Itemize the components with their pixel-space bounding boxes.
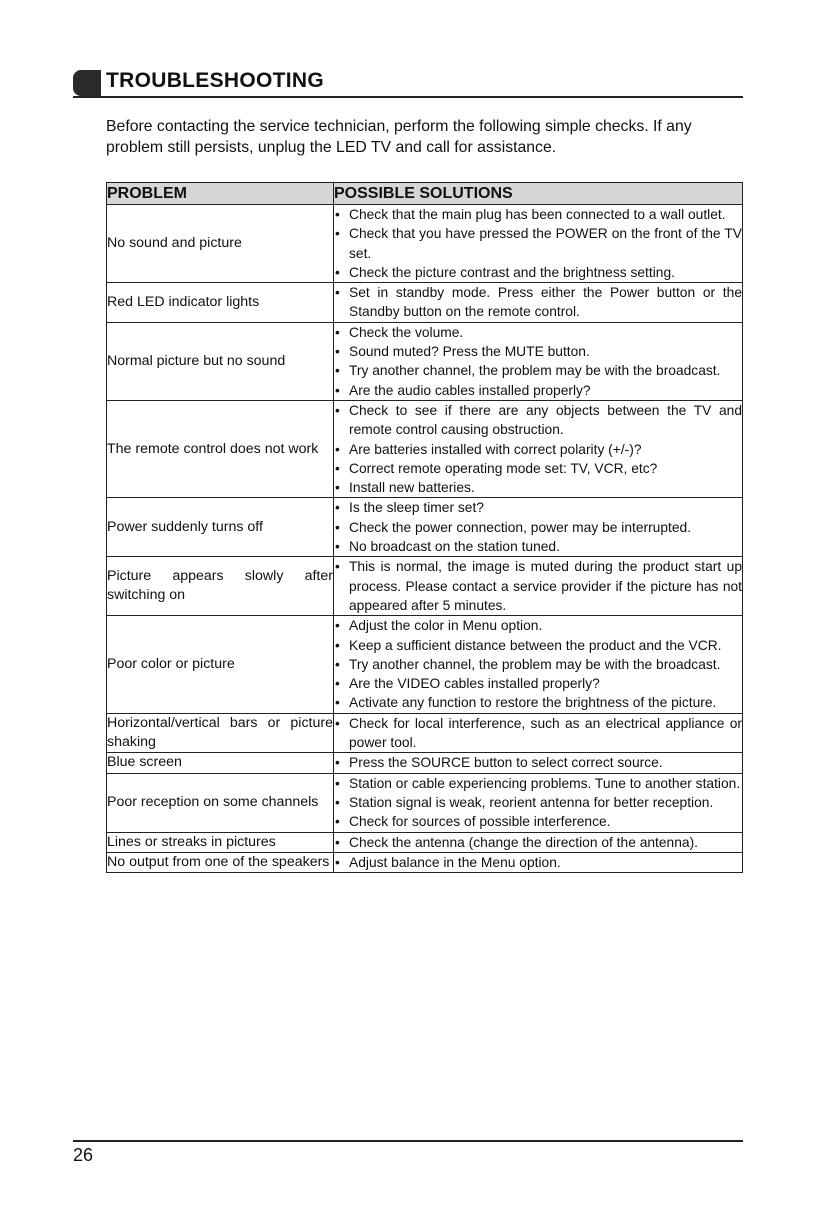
solutions-list — [334, 833, 742, 852]
header-solutions: POSSIBLE SOLUTIONS — [334, 183, 743, 205]
solutions-list — [334, 753, 742, 772]
solution-item: • Sound muted? Press the MUTE button. — [334, 342, 742, 361]
troubleshooting-table — [106, 182, 743, 873]
problem-cell: No output from one of the speakers — [107, 852, 334, 872]
solutions-cell — [334, 773, 743, 832]
table-row — [107, 557, 743, 616]
page-number: 26 — [73, 1145, 94, 1165]
solutions-cell — [334, 753, 743, 773]
problem-cell: Red LED indicator lights — [107, 283, 334, 323]
solution-item: • Check to see if there are any objects between the TV and remote control causing obstruction. — [334, 401, 742, 440]
solution-item: • Set in standby mode. Press either the Power button or the Standby button on the remote control. — [334, 283, 742, 322]
solution-item: • Adjust balance in the Menu option. — [334, 853, 742, 872]
solutions-list — [334, 774, 742, 832]
section-tab-icon — [73, 70, 101, 96]
solutions-cell — [334, 852, 743, 872]
table-row — [107, 773, 743, 832]
problem-cell: No sound and picture — [107, 205, 334, 283]
solutions-cell — [334, 283, 743, 323]
table-row — [107, 616, 743, 713]
solution-item: • Station signal is weak, reorient antenna for better reception. — [334, 793, 742, 812]
solution-item: • Activate any function to restore the brightness of the picture. — [334, 693, 742, 712]
table-row — [107, 400, 743, 497]
table-row — [107, 832, 743, 852]
solution-item: • Check the picture contrast and the brightness setting. — [334, 263, 742, 282]
solution-item: • Keep a sufficient distance between the product and the VCR. — [334, 636, 742, 655]
solutions-cell — [334, 832, 743, 852]
problem-cell: Poor color or picture — [107, 616, 334, 713]
table-row — [107, 713, 743, 753]
section-header — [73, 68, 743, 98]
problem-cell: Power suddenly turns off — [107, 498, 334, 557]
solution-item: • Press the SOURCE button to select correct source. — [334, 753, 742, 772]
table-body — [107, 205, 743, 873]
problem-cell: The remote control does not work — [107, 400, 334, 497]
footer-divider — [73, 1140, 743, 1142]
solutions-cell — [334, 205, 743, 283]
solutions-list — [334, 498, 742, 556]
solution-item: • Check for sources of possible interference. — [334, 812, 742, 831]
solutions-cell — [334, 557, 743, 616]
intro-paragraph: Before contacting the service technician, perform the following simple checks. If any problem still persists, unplug the LED TV and call for assistance. — [106, 118, 692, 156]
solution-item: • Check the antenna (change the direction of the antenna). — [334, 833, 742, 852]
solution-item: • Try another channel, the problem may be with the broadcast. — [334, 655, 742, 674]
solutions-cell — [334, 322, 743, 400]
table-row — [107, 322, 743, 400]
problem-cell: Lines or streaks in pictures — [107, 832, 334, 852]
solutions-cell — [334, 498, 743, 557]
solution-item: • Is the sleep timer set? — [334, 498, 742, 517]
solutions-list — [334, 401, 742, 497]
table-row — [107, 498, 743, 557]
table-row — [107, 205, 743, 283]
table-header-row — [107, 183, 743, 205]
problem-cell: Horizontal/vertical bars or picture shaking — [107, 713, 334, 753]
solutions-cell — [334, 713, 743, 753]
solution-item: • Check the volume. — [334, 323, 742, 342]
problem-cell: Blue screen — [107, 753, 334, 773]
solutions-list — [334, 853, 742, 872]
table-row — [107, 753, 743, 773]
solution-item: • Are batteries installed with correct polarity (+/-)? — [334, 440, 742, 459]
problem-cell: Poor reception on some channels — [107, 773, 334, 832]
solution-item: • Are the audio cables installed properly? — [334, 381, 742, 400]
solution-item: • Check for local interference, such as an electrical appliance or power tool. — [334, 714, 742, 753]
solution-item: • Check that the main plug has been connected to a wall outlet. — [334, 205, 742, 224]
solutions-list — [334, 616, 742, 712]
solution-item: • Adjust the color in Menu option. — [334, 616, 742, 635]
solution-item: • Are the VIDEO cables installed properly? — [334, 674, 742, 693]
solution-item: • No broadcast on the station tuned. — [334, 537, 742, 556]
solutions-list — [334, 714, 742, 753]
solution-item: • Check the power connection, power may be interrupted. — [334, 518, 742, 537]
solution-item: • Try another channel, the problem may be with the broadcast. — [334, 361, 742, 380]
problem-cell: Normal picture but no sound — [107, 322, 334, 400]
solution-item: • This is normal, the image is muted during the product start up process. Please contact a service provider if the picture has not appeared after 5 minutes. — [334, 557, 742, 615]
solution-item: • Station or cable experiencing problems. Tune to another station. — [334, 774, 742, 793]
table-row — [107, 283, 743, 323]
solutions-list — [334, 557, 742, 615]
solutions-list — [334, 205, 742, 282]
solution-item: • Check that you have pressed the POWER on the front of the TV set. — [334, 224, 742, 263]
table-row — [107, 852, 743, 872]
solutions-list — [334, 283, 742, 322]
solutions-list — [334, 323, 742, 400]
solutions-cell — [334, 400, 743, 497]
header-problem: PROBLEM — [107, 183, 334, 205]
solution-item: • Correct remote operating mode set: TV, VCR, etc? — [334, 459, 742, 478]
solutions-cell — [334, 616, 743, 713]
problem-cell: Picture appears slowly after switching on — [107, 557, 334, 616]
solution-item: • Install new batteries. — [334, 478, 742, 497]
page-title: TROUBLESHOOTING — [106, 69, 324, 92]
